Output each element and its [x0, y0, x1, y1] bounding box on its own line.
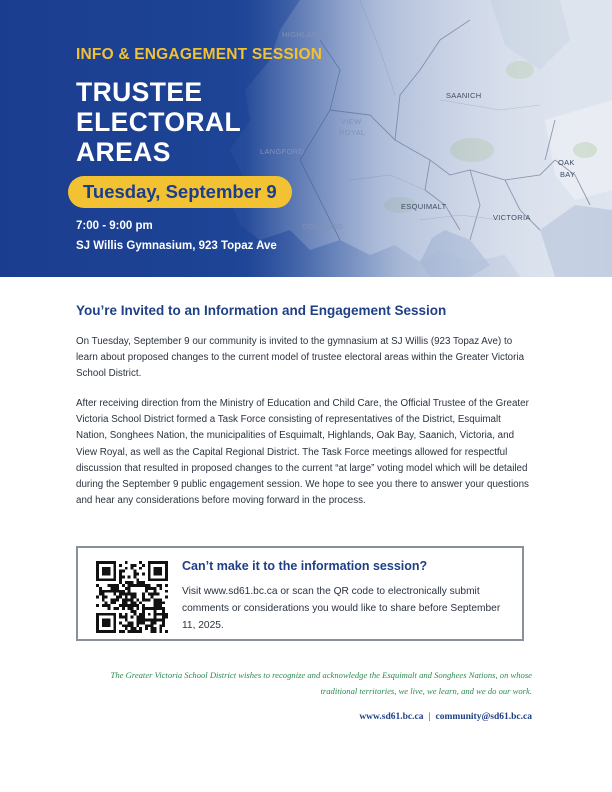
- event-date-badge: Tuesday, September 9: [68, 176, 292, 208]
- land-acknowledgement: The Greater Victoria School District wishes to recognize and acknowledge the Esquimalt and Songhees Nations, on whose traditional territories, we live, we learn, and we do our work.: [110, 670, 532, 696]
- page-title: [76, 77, 316, 167]
- event-time: 7:00 - 9:00 pm: [76, 220, 153, 232]
- intro-paragraph: On Tuesday, September 9 our community is invited to the gymnasium at SJ Willis (923 Topaz Ave) to learn about proposed changes to the current model of trustee electoral areas within the Greater Victoria School District.: [76, 336, 525, 380]
- callout-title: Can’t make it to the information session?: [182, 559, 428, 573]
- contact-separator: |: [428, 712, 431, 722]
- task-force-paragraph: After receiving direction from the Ministry of Education and Child Care, the Official Trustee of the Greater Victoria School District formed a Task Force consisting of representatives of the District, Esquimalt Nation, Songhees Nation, the municipalities of Esquimalt, Highlands, Oak Bay, Saanich, Victoria, and View Royal, as well as the Capital Regional District. The Task Force meetings allowed for respectful discussion that resulted in proposed changes to the current “at large” voting model which will be detailed during the September 9 public engagement session. We hope to see you there to answer your questions and hear any considerations before moving forward in the process.: [76, 398, 529, 507]
- map-label-langford: LANGFORD: [260, 147, 305, 156]
- feedback-callout-box: [76, 546, 524, 641]
- event-eyebrow: INFO & ENGAGEMENT SESSION: [76, 46, 323, 63]
- title-line-3: AREAS: [76, 137, 171, 167]
- event-venue: SJ Willis Gymnasium, 923 Topaz Ave: [76, 240, 277, 252]
- title-line-2: ELECTORAL: [76, 107, 242, 137]
- map-label-highlands: HIGHLANDS: [282, 30, 329, 39]
- qr-code-icon[interactable]: [96, 561, 168, 633]
- website-link[interactable]: www.sd61.bc.ca: [359, 712, 424, 722]
- map-label-view: VIEW: [341, 117, 362, 126]
- callout-text: Visit www.sd61.bc.ca or scan the QR code to electronically submit comments or considerations you would like to share before September 11, 2025.: [182, 586, 501, 631]
- invitation-heading: You’re Invited to an Information and Engagement Session: [76, 303, 447, 318]
- map-label-saanich: SAANICH: [446, 91, 482, 100]
- email-link[interactable]: community@sd61.bc.ca: [435, 712, 532, 722]
- header-banner: [0, 0, 612, 277]
- map-label-royal: ROYAL: [339, 128, 366, 137]
- map-label-oak: OAK: [558, 158, 575, 167]
- map-label-victoria: VICTORIA: [493, 213, 531, 222]
- map-label-colwood: COLWOOD: [302, 222, 344, 231]
- map-label-esquimalt: ESQUIMALT: [401, 202, 447, 211]
- title-line-1: TRUSTEE: [76, 77, 203, 107]
- map-label-bay: BAY: [560, 170, 576, 179]
- contact-line: [359, 712, 532, 722]
